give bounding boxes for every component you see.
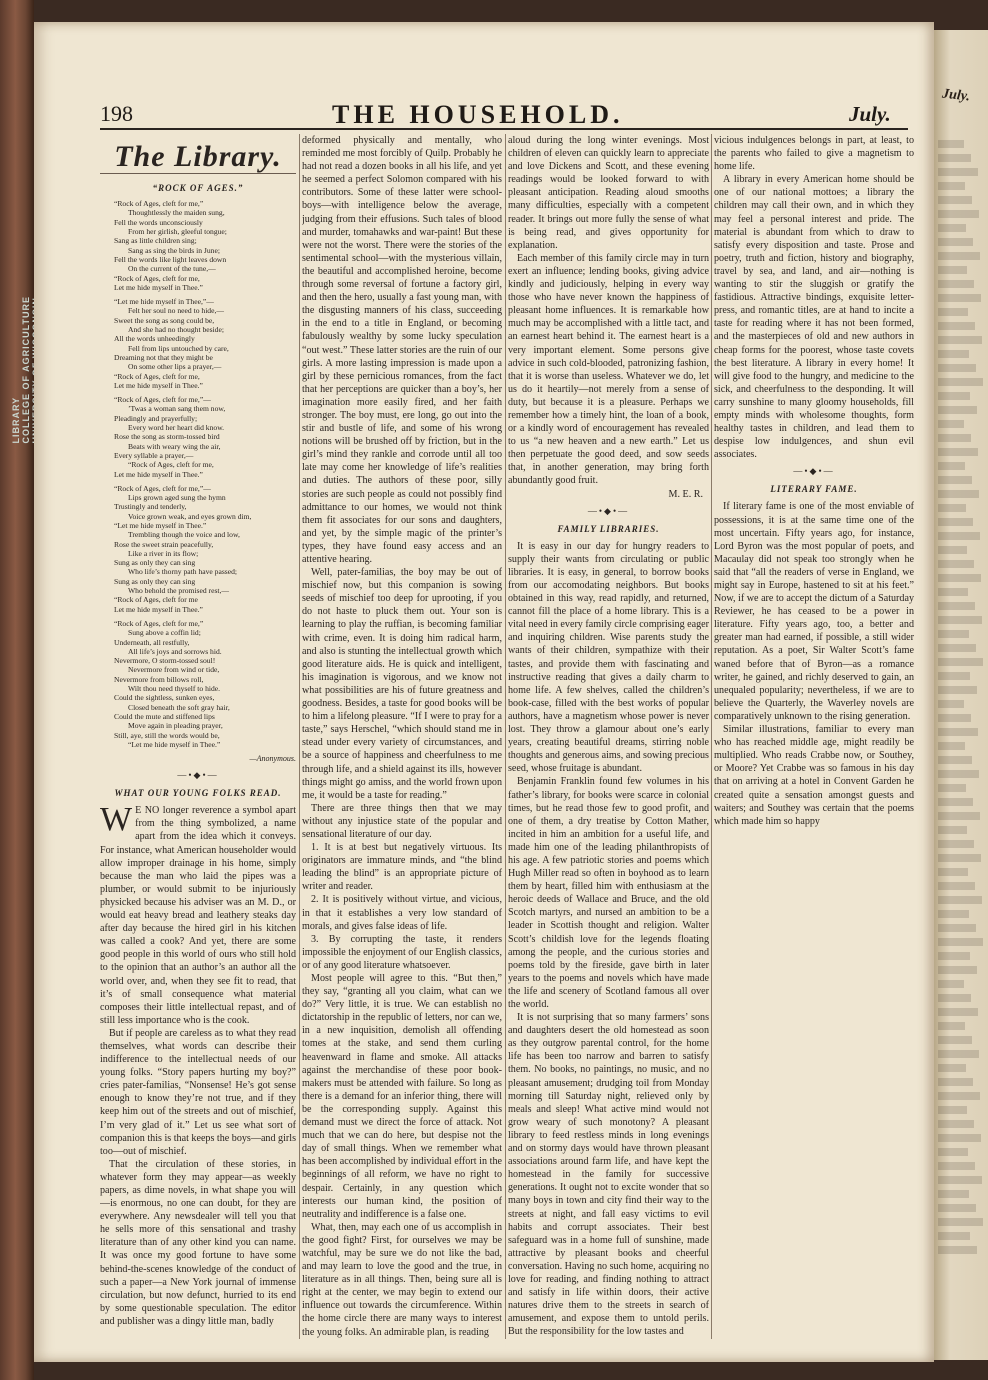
poem-line: Who behold the promised rest,— — [128, 586, 230, 596]
facing-text-line — [938, 966, 977, 974]
article-paragraph: Each member of this family circle may in turn exert an influence; lending books, giving advice kindly and judiciously, helping in every way those who have never known the happiness of pleasant home influences. It is remarkable how much may be accomplished with a little tact, and an earnest heart behind it. The earnest heart is a very important element. Some persons give advice in such cold-blooded, patronizing fashion, that it is worse than useless. Whatever we do, let us do it heartily—not merely from a sense of duty, but because it is a pleasure. Perhaps we remember how a timely hint, the loan of a book, or a kindly word of encouragement has revealed to us “a new heaven and a new earth.” Let us then perpetuate the good deed, and sow seeds that, in another generation, may bring forth abundantly good fruit. — [508, 252, 709, 487]
facing-text-line — [938, 1064, 966, 1072]
poem-line: Let me hide myself in Thee.” — [114, 380, 203, 390]
article-paragraph-continued: aloud during the long winter evenings. Most children of eleven can quickly learn to appreciate and love Dickens and Scott, and these evening readings would be looked forward to with pleasant anticipation. Reading aloud smooths many difficulties, especially with a competent reader. It brings out more fully the sense of what is being read, and gives opportunity for explanation. — [508, 135, 709, 251]
poem-line: Nevermore, O storm-tossed soul! — [114, 656, 216, 666]
facing-page-header: July. — [941, 86, 971, 105]
facing-text-line — [938, 1176, 982, 1184]
poem-line: Trembling though the voice and low, — [128, 530, 240, 540]
poem-line: “Let me hide myself in Thee,”— — [114, 297, 214, 307]
poem-line: Dreaming not that they might be — [114, 352, 213, 362]
poem-line: Sweet the song as song could be, — [114, 315, 215, 325]
poem-line: “Rock of Ages, cleft for me, — [128, 460, 214, 470]
poem-line: Underneath, all restfully, — [114, 637, 190, 647]
poem-line: Sang as sing the birds in June; — [128, 245, 220, 255]
facing-text-line — [938, 742, 965, 750]
facing-text-line — [938, 462, 965, 470]
poem-line: Could the mute and stiffened lips — [114, 711, 215, 721]
facing-text-line — [938, 994, 971, 1002]
facing-text-line — [938, 1232, 970, 1240]
poem-line: Still, aye, still the words would be, — [114, 730, 220, 740]
facing-text-line — [938, 1120, 974, 1128]
facing-text-line — [938, 980, 964, 988]
column-4 — [714, 134, 914, 1339]
author-signature: M. E. R. — [668, 488, 703, 500]
poem-line: “Rock of Ages, cleft for me, — [114, 273, 200, 283]
library-stamp — [11, 290, 31, 444]
poem-line: Beats with weary wing the air, — [128, 441, 221, 451]
facing-text-line — [938, 364, 976, 372]
facing-text-line — [938, 1008, 978, 1016]
poem-line: Sung above a coffin lid; — [128, 628, 201, 638]
poem-line: Rose the sweet strain peacefully, — [114, 539, 214, 549]
facing-text-line — [938, 280, 974, 288]
article-paragraph: 1. It is at best but negatively virtuous. Its originators are immature minds, and “the blind leading the blind” is an appropriate picture of writer and reader. — [302, 842, 502, 893]
facing-text-line — [938, 140, 964, 148]
facing-text-line — [938, 266, 967, 274]
facing-text-line — [938, 1190, 969, 1198]
poem-title: “ROCK OF AGES.” — [152, 183, 244, 194]
facing-text-line — [938, 322, 975, 330]
facing-text-line — [938, 560, 974, 568]
poem-line: Sang as little children sing; — [114, 236, 197, 246]
facing-text-line — [938, 588, 968, 596]
poem-line: On the current of the tune,— — [128, 264, 216, 274]
poem-line: Move again in pleading prayer, — [128, 721, 223, 731]
facing-text-line — [938, 294, 981, 302]
poem-line: “Rock of Ages, cleft for me,” — [114, 199, 204, 209]
article-paragraph: There are three things then that we may without any injustice state of the popular and sensational literature of our day. — [302, 802, 502, 840]
article-paragraph: That the circulation of these stories, in whatever form they may appear—as weekly papers, as dime novels, in what shape you will—is enormous, no one can doubt, for they are everywhere. Any newsdealer will tell you that he sells more of this sensational and trashy literature than of any other kind you can name. It was once my good fortune to have some behind-the-scenes knowledge of the conduct of such a paper—a New York journal of immense circulation, but now defunct, hurried to its end by some questionable speculation. The editor and publisher was a dingy little man, badly — [100, 1158, 296, 1327]
facing-text-line — [938, 1218, 983, 1226]
facing-text-line — [938, 308, 968, 316]
facing-text-line — [938, 574, 981, 582]
facing-text-line — [938, 658, 983, 666]
section-divider: —•◆•— — [587, 505, 630, 516]
facing-text-line — [938, 448, 978, 456]
facing-text-line — [938, 476, 972, 484]
article-paragraph: It is not surprising that so many farmers’ sons and daughters desert the old homestead as soon as they outgrow parental control, for the home life has been too narrow and barren to satisfy them. No books, no paintings, no music, and no pleasant amusement; drudging toil from Monday morning till Saturday night, relieved only by meals and sleep! What active mind would not grow weary of such monotony? A pleasant library to feed restless minds in long evenings and on stormy days would have thrown pleasant associations around farm life, and have kept the homestead in the family for successive generations. It ought not to excite wonder that so many boys in town and city find their way to the streets at night, and fall easy victims to evil habits and corrupt associates. Their best safeguard was in a home full of sunshine, made attractive by pleasant books and cheerful conversation. Having no such home, acquiring no love for reading, and finding nothing to attract and satisfy in life within doors, their active natures drive them to the streets in search of amusement, and expose them to untold perils. But the responsibility for the low tastes and — [508, 1012, 709, 1338]
poem-line: Felt her soul no need to hide,— — [128, 306, 224, 316]
article-paragraph: If literary fame is one of the most enviable of possessions, it is at the same time one of the most uncertain. Fifty years ago, for instance, Lord Byron was the most popular of poets, and Macaulay did not speak too strongly when he said that “all the readers of verse in England, we might say in Europe, hastened to sit at his feet.” Now, if we are to accept the dictum of a Saturday Reviewer, he has ceased to be a power in literature. Fifty years ago, too, a better and greater man had earned, if possible, a still wider reputation. As a poet, Sir Walter Scott’s fame waned before that of Byron—as a romance writer, he gained, and richly deserved to gain, an unequaled popularity; nevertheless, if we are to believe the Quarterly, the Waverley novels are comparatively unknown to the rising generation. — [714, 501, 914, 722]
facing-text-line — [938, 756, 972, 764]
facing-text-line — [938, 714, 971, 722]
facing-text-line — [938, 336, 982, 344]
poem-line: “Let me hide myself in Thee.” — [114, 520, 207, 530]
document-page — [34, 22, 934, 1362]
poem-line: Who life’s thorny path have passed; — [128, 567, 238, 577]
facing-text-line — [938, 1204, 976, 1212]
article-paragraph: Similar illustrations, familiar to every man who has reached middle age, might readily be multiplied. Who reads Crabbe now, or Southey, or Moore? Yet Crabbe was so famous in his day that on arriving at a hotel in Convent Garden he created quite a sensation amongst guests and waiters; and Southey was certain that the poems which made him so happy — [714, 724, 914, 827]
section-divider: —•◆•— — [793, 466, 835, 477]
facing-text-line — [938, 518, 973, 526]
poem-line: Lips grown aged sung the hymn — [128, 493, 226, 503]
article-paragraph: 2. It is positively without virtue, and vicious, in that it establishes a very low standard of morals, and gives false ideas of life. — [302, 894, 502, 932]
book-spine — [0, 0, 34, 1380]
article-title: LITERARY FAME. — [770, 484, 858, 495]
facing-text-line — [938, 952, 970, 960]
library-stamp-line: COLLEGE OF AGRICULTURE — [20, 296, 31, 444]
facing-text-line — [938, 238, 973, 246]
facing-text-line — [938, 168, 978, 176]
poem-line: And she had no thought beside; — [128, 325, 224, 335]
facing-text-line — [938, 840, 974, 848]
poem-line: “Rock of Ages, cleft for me — [114, 595, 198, 605]
article-paragraph: But if people are careless as to what they read themselves, what words can describe their indifference to the intellectual needs of our young folks. “Story papers hurting my boy?” cries pater-familias, “Nonsense! He’s got sense enough to know they’re not true, and if they keep him out of the streets and out of mischief, I’m very glad of it.” Let us see what sort of companion this is that keeps the boys—and girls too—out of mischief. — [100, 1027, 296, 1157]
poem-line: “Let me hide myself in Thee.” — [128, 739, 221, 749]
facing-text-line — [938, 406, 977, 414]
library-stamp-line: LIBRARY — [11, 396, 21, 444]
facing-text-line — [938, 784, 966, 792]
facing-text-line — [938, 1036, 972, 1044]
facing-text-line — [938, 672, 970, 680]
facing-text-line — [938, 616, 982, 624]
facing-text-line — [938, 728, 978, 736]
poem-line: On some other lips a prayer,— — [128, 362, 222, 372]
poem-line: Nevermore from wind or tide, — [128, 665, 220, 675]
facing-text-line — [938, 630, 969, 638]
page-month: July. — [849, 102, 891, 126]
facing-text-line — [938, 896, 982, 904]
page-number: 198 — [100, 101, 133, 126]
facing-text-line — [938, 546, 967, 554]
poem-line: Closed beneath the soft gray hair, — [128, 702, 230, 712]
facing-text-line — [938, 196, 972, 204]
poem-line: Let me hide myself in Thee.” — [114, 282, 203, 292]
facing-text-line — [938, 1162, 975, 1170]
poem-line: Wilt thou need thyself to hide. — [128, 684, 221, 694]
page-header — [34, 22, 934, 132]
column-rule — [711, 134, 712, 1339]
facing-text-line — [938, 378, 983, 386]
facing-text-line — [938, 210, 979, 218]
poem-line: Fell from lips untouched by care, — [128, 343, 229, 353]
facing-text-line — [938, 770, 979, 778]
column-rule — [505, 134, 506, 1339]
poem-line: All life’s joys and sorrows hid. — [128, 646, 222, 656]
facing-text-line — [938, 924, 976, 932]
poem-line: “Rock of Ages, cleft for me,”— — [114, 395, 211, 405]
library-heading: The Library. — [100, 134, 296, 174]
facing-text-line — [938, 700, 964, 708]
article-paragraph: 3. By corrupting the taste, it renders impossible the enjoyment of our English classics, or of any good literature whatsoever. — [302, 933, 502, 971]
facing-text-line — [938, 154, 971, 162]
poem-line: From her girlish, gleeful tongue; — [128, 227, 227, 237]
poem-line: Trustingly and tenderly, — [114, 502, 187, 512]
article-paragraph: Benjamin Franklin found few volumes in his father’s library, for books were scarce in colonial times, but he read those few to good profit, and one of them, a dry treatise by Cotton Mather, incited in him an ambition for a useful life, and made him one of the leading philanthropists of his age. A few patriotic stories and poems which Hugh Miller read so often in boyhood as to learn them by heart, filled him with enthusiasm at the heroic deeds of Wallace and Bruce, and the old Scotch martyrs, and nursed an ambition to be a leader in Scottish thought and religion. Walter Scott’s childish love for the legends floating among the people, and the curious stories and poems told by the fireside, gave birth in later years to the poems and novels which have made the life and scenery of Scotland famous all over the world. — [508, 776, 709, 1010]
facing-text-line — [938, 602, 975, 610]
poem-line: Nevermore from billows roll, — [114, 674, 204, 684]
poem-body — [100, 199, 296, 749]
article-paragraph-continued: deformed physically and mentally, who reminded me most forcibly of Quilp. Probably he had not read a dozen books in all his life, and yet he seemed a perfect Solomon compared with his contributors. Some of these latter were school-boys—with intelligence below the average, judging from their effusions. Such tales of blood and murder, tomahawks and war-paint! But these were not the worst. There were the stories of the sentimental school—with the mysterious villain, the beautiful and accomplished heroine, become through some reversal of fortune a factory girl, and then the hero, usually a fast young man, with the disgusting manners of his class, succeeding in the end to a title in England, or becoming fabulously wealthy by some lucky speculation “out west.” These latter stories are the ruin of our girls. A more lasting impression is made upon a girl by these pernicious romances, from the fact that her perceptions are quicker than a boy’s, her imagination more easily fired, and her faith stronger. The boy must, ere long, go out into the stir and bustle of life, and some of his wrong notions will be brushed off by friction, but in the girl’s mind they rankle and corrode until all too late may come her knowledge of life’s realities and duties. The authors of these poor, silly stories are such people as could not possibly find admittance to our homes, we would not think them fit associates for our sons and daughters, and yet, by the simple magic of the printer’s types, they have found easy access and an attentive hearing. — [302, 135, 502, 565]
facing-text-line — [938, 644, 976, 652]
article-body — [100, 801, 296, 1328]
facing-text-line — [938, 1148, 968, 1156]
facing-text-line — [938, 532, 980, 540]
facing-text-line — [938, 1050, 979, 1058]
facing-text-line — [938, 182, 965, 190]
poem-line: All the words unheedingly — [114, 334, 195, 344]
article-paragraph: Well, pater-familias, the boy may be out of mischief now, but this companion is sowing seeds of mischief too deep for uprooting, if you do not haste to pluck them out. Your son is learning to play the ruffian, is becoming familiar with crime, even. It is doing him radical harm, and also is stunting the intellectual growth which good literature aids. He is quick and intelligent, his imagination is vigorous, and we know not what possibilities are his of future greatness and goodness. Besides, a taste for good books will be to him a lifelong pleasure. “If I were to pray for a taste,” says Herschel, “which should stand me in stead under every variety of circumstances, and be a source of happiness and cheerfulness to me through life, and a shield against its ills, however things might go amiss, and the world frown upon me, it would be a taste for reading.” — [302, 567, 502, 801]
article-title: WHAT OUR YOUNG FOLKS READ. — [114, 788, 282, 799]
column-1 — [100, 134, 296, 1339]
facing-text-line — [938, 686, 977, 694]
poem-line: Voice grown weak, and eyes grown dim, — [128, 511, 252, 521]
facing-text-line — [938, 224, 966, 232]
article-paragraph: What, then, may each one of us accomplish in the good fight? First, for ourselves we may be watchful, may be sure we do not like the bad, and may learn to love the good and the true, in literature as in all things. Then, being sure all is right at the center, we may begin to extend our influence out towards the circumference. Within the home circle there are many ways to interest the young folks. An admirable plan, is reading — [302, 1221, 502, 1338]
facing-text-line — [938, 1092, 980, 1100]
facing-text-line — [938, 826, 967, 834]
facing-text-line — [938, 910, 969, 918]
header-rule — [100, 128, 908, 130]
facing-text-line — [938, 1106, 967, 1114]
article-paragraph: It is easy in our day for hungry readers to supply their wants from circulating or public libraries. It is easy, in general, to borrow books from our accomodating neighbors. But books obtained in this way, read rapidly, and returned, cannot fill the place of a home library. This is a vital need in every family circle comprising eager and inquiring children. Wise parents study the wants of their children, sympathize with their tastes, and provide them with fascinating and instructive reading that gives a daily charm to home life. A few shelves, called the children’s book-case, filled with the best works of popular authors, have a magnetism whose power is never lost. They throw a glamour about one’s early years, creating beautiful dreams, stirring noble thoughts and generous aims, and sowing precious seed, whose fruitage is abundant. — [508, 540, 709, 775]
facing-text-line — [938, 882, 975, 890]
article-paragraph — [100, 801, 296, 1027]
facing-text-line — [938, 350, 969, 358]
facing-text-line — [938, 392, 970, 400]
drop-cap: W — [100, 801, 133, 839]
column-3 — [508, 134, 709, 1339]
facing-text-line — [938, 434, 971, 442]
facing-text-line — [938, 1022, 965, 1030]
facing-text-line — [938, 252, 980, 260]
article-paragraph-continued: vicious indulgences belongs in part, at least, to the parents who failed to give a magnetism to home life. — [714, 135, 914, 173]
facing-text-line — [938, 1246, 977, 1254]
poem-line: Fell the words unconsciously — [114, 217, 203, 227]
poem-line: Could the sightless, sunken eyes, — [114, 693, 215, 703]
page-title: THE HOUSEHOLD. — [332, 100, 624, 129]
facing-text-line — [938, 504, 966, 512]
facing-page-text — [938, 140, 984, 1260]
article-paragraph: Most people will agree to this. “But then,” they say, “granting all you claim, what can we do?” Very little, it is true. We can establish no dictatorship in the republic of letters, nor can we, in a new inquisition, demolish all offending tomes at the stake, and send them curling heavenward in flame and smoke. All attacks against the merchandise of these poor book-makers must be attended with failure. So long as there is a demand for an inferior thing, there will be the corresponding supply. Against this demand must we direct the force of attack. Not much that we can do here, but despise not the day of small things. When we remember what has been accomplished by individual effort in the beginnings of all reform, we have no right to despair. Certainly, in any question which interests our human kind, the position of neutrality and indifference is a false one. — [302, 973, 502, 1220]
poem-line: Thoughtlessly the maiden sung, — [128, 208, 225, 218]
article-paragraph: A library in every American home should be one of our national mottoes; a library the children may call their own, and in which they may feel a personal interest and pride. The material is abundant from which to draw to satisfy every disposition and taste. Prose and poetry, truth and fiction, history and biography, travel by sea, and land, and air—nothing is wanting to stir the sluggish or gratify the fastidious. Attractive bindings, exquisite letter-press, and romantic titles, are at hand to incite a taste for reading where it has not been formed, and the masterpieces of old and new authors in cheap forms for the poorest, whose taste covets the best literature. A library in every home! It will give food to the hungry, and medicine to the sick, and cheerfulness to the desponding. It will carry sunshine to many gloomy households, fill empty minds with wholesome thoughts, form healthy tastes in children, and lead them to despise low indulgences, and shun evil associates. — [714, 174, 914, 461]
section-divider: —•◆•— — [177, 770, 219, 781]
facing-text-line — [938, 854, 981, 862]
poem-line: “Rock of Ages, cleft for me, — [114, 371, 200, 381]
poem-line: Let me hide myself in Thee.” — [114, 469, 203, 479]
poem-line: ’Twas a woman sang them now, — [128, 404, 226, 414]
facing-text-line — [938, 868, 968, 876]
facing-text-line — [938, 490, 979, 498]
poem-line: Pleadingly and prayerfully; — [114, 413, 198, 423]
poem-line: “Rock of Ages, cleft for me,” — [114, 618, 204, 628]
facing-text-line — [938, 938, 983, 946]
poem-line: Like a river in its flow; — [128, 548, 199, 558]
poem-attribution: —Anonymous. — [249, 754, 296, 764]
facing-text-line — [938, 812, 980, 820]
column-rule — [299, 134, 300, 1339]
facing-text-line — [938, 1134, 981, 1142]
column-2 — [302, 134, 502, 1339]
paragraph-text: E NO longer reverence a symbol apart from the thing symbolized, a name apart from the idea which it conveys. For instance, what American householder would allow improper drainage in his home, simply because the man who laid the pipes was a plumber, or would submit to be injuriously physicked because his adviser was an M. D., or would eat heavy bread and leathery steaks day after day because the hired girl in his kitchen was called a cook? And yet, there are some good people in this world of ours who still hold to the opinion that an author’s an author all the world over, and, when they see fit to read, that it’s of small consequence what material composes their little intellectual repast, and of still less importance who is the cook. — [100, 805, 296, 1026]
poem-line: Sung as only they can sing — [114, 558, 196, 568]
poem-line: “Rock of Ages, cleft for me,”— — [114, 483, 211, 493]
facing-page-edge — [934, 30, 988, 1360]
poem-line: Fell the words like light leaves down — [114, 254, 227, 264]
poem-line: Every word her heart did know. — [128, 423, 225, 433]
facing-text-line — [938, 1078, 973, 1086]
poem-line: Every syllable a prayer,— — [114, 450, 194, 460]
poem-line: Let me hide myself in Thee.” — [114, 604, 203, 614]
poem-line: Sung as only they can sing — [114, 576, 196, 586]
article-title: FAMILY LIBRARIES. — [557, 523, 660, 534]
facing-text-line — [938, 420, 964, 428]
facing-text-line — [938, 798, 973, 806]
poem-line: Rose the song as storm-tossed bird — [114, 432, 220, 442]
